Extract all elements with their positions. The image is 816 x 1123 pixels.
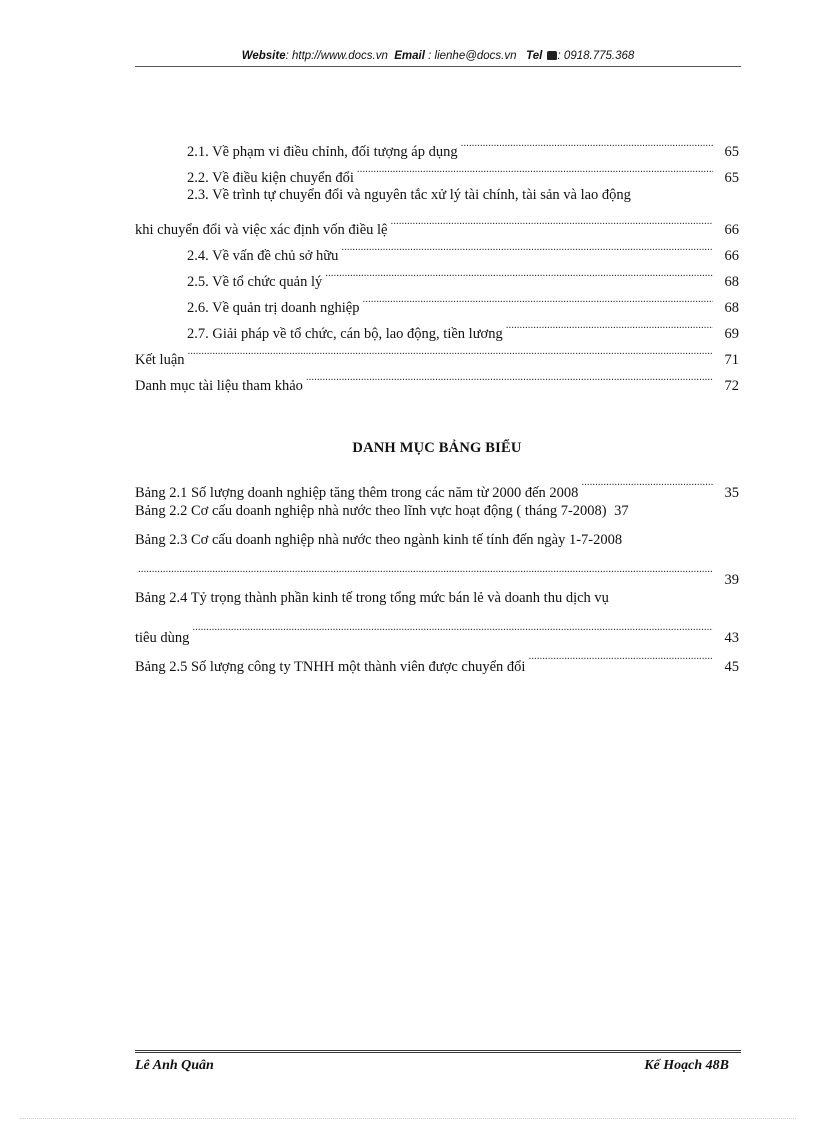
table-entry-page: 39 (724, 572, 739, 588)
tables-list-title: DANH MỤC BẢNG BIỂU (352, 440, 522, 456)
toc-entry-label: Kết luận (135, 352, 185, 368)
email-value: : lienhe@docs.vn (424, 50, 517, 62)
toc-entry-page: 66 (724, 248, 739, 264)
table-entry[interactable] (135, 497, 739, 526)
list-of-tables (135, 468, 739, 675)
toc-entry-label: 2.7. Giải pháp về tổ chức, cán bộ, lao động, tiền lương (187, 326, 503, 342)
toc-entry-page: 65 (724, 144, 739, 160)
table-entry-first-line[interactable]: Bảng 2.3 Cơ cấu doanh nghiệp nhà nước theo ngành kinh tế tính đến ngày 1-7-2008 (135, 532, 623, 548)
table-of-contents (135, 130, 739, 394)
toc-entry-page: 72 (724, 378, 739, 394)
dot-leader (306, 364, 713, 390)
dot-leader (325, 260, 713, 286)
toc-entry-label: khi chuyển đổi và việc xác định vốn điều lệ (135, 222, 388, 238)
dot-leader (506, 312, 713, 338)
toc-entry-page: 69 (724, 326, 739, 342)
table-entry-page: 35 (724, 485, 739, 501)
table-entry-page: 43 (724, 630, 739, 646)
dot-leader (363, 286, 714, 312)
toc-entry-label: 2.2. Về điều kiện chuyển đổi (187, 170, 354, 186)
table-entry[interactable] (135, 642, 739, 675)
dot-leader (357, 156, 713, 182)
dot-leader (188, 338, 713, 364)
table-entry-label: tiêu dùng (135, 630, 190, 646)
footer-author: Lê Anh Quân (135, 1058, 214, 1073)
toc-entry[interactable] (135, 364, 739, 394)
dot-leader (461, 130, 713, 156)
toc-entry-label: Danh mục tài liệu tham khảo (135, 378, 303, 394)
dot-leader (528, 642, 713, 671)
telephone-icon (547, 51, 557, 60)
toc-entry-label: 2.1. Về phạm vi điều chỉnh, đối tượng áp dụng (187, 144, 458, 160)
table-entry[interactable] (135, 468, 739, 501)
toc-entry-first-line[interactable]: 2.3. Về trình tự chuyển đổi và nguyên tắc xử lý tài chính, tài sản và lao động (187, 187, 631, 203)
tel-label: Tel (526, 50, 543, 62)
table-entry-label: Bảng 2.5 Số lượng công ty TNHH một thành viên được chuyển đổi (135, 659, 526, 675)
dot-leader (581, 468, 713, 497)
website-value: : http://www.docs.vn (285, 50, 388, 62)
toc-entry-label: 2.4. Về vấn đề chủ sở hữu (187, 248, 339, 264)
table-entry-page: 37 (614, 503, 629, 519)
table-entry-page: 45 (724, 659, 739, 675)
table-entry[interactable] (135, 613, 739, 646)
dot-leader (341, 234, 713, 260)
page-header (135, 48, 741, 67)
page-footer (135, 1050, 741, 1074)
dot-leader (390, 208, 713, 234)
tel-value: : 0918.775.368 (557, 50, 635, 62)
toc-entry-page: 66 (724, 222, 739, 238)
table-entry-label: Bảng 2.2 Cơ cấu doanh nghiệp nhà nước theo lĩnh vực hoạt động ( tháng 7-2008) (135, 503, 607, 519)
toc-entry-label: 2.6. Về quản trị doanh nghiệp (187, 300, 360, 316)
table-entry-first-line[interactable]: Bảng 2.4 Tỷ trọng thành phần kinh tế trong tổng mức bán lẻ và doanh thu dịch vụ (135, 590, 609, 606)
toc-entry-page: 65 (724, 170, 739, 186)
toc-entry-page: 68 (724, 274, 739, 290)
toc-entry[interactable] (135, 338, 739, 368)
email-label: Email (394, 50, 425, 62)
toc-entry-label: 2.5. Về tổ chức quản lý (187, 274, 323, 290)
dot-leader (192, 613, 713, 642)
page-bottom-divider (20, 1118, 796, 1119)
table-entry-label: Bảng 2.1 Số lượng doanh nghiệp tăng thêm trong các năm từ 2000 đến 2008 (135, 485, 579, 501)
toc-entry-page: 71 (724, 352, 739, 368)
dot-leader (138, 555, 713, 584)
table-entry[interactable] (135, 555, 739, 588)
website-label: Website (241, 50, 286, 62)
toc-entry[interactable] (135, 130, 739, 160)
footer-class: Kế Hoạch 48B (644, 1058, 729, 1073)
toc-entry-page: 68 (724, 300, 739, 316)
toc-entry[interactable] (135, 208, 739, 238)
